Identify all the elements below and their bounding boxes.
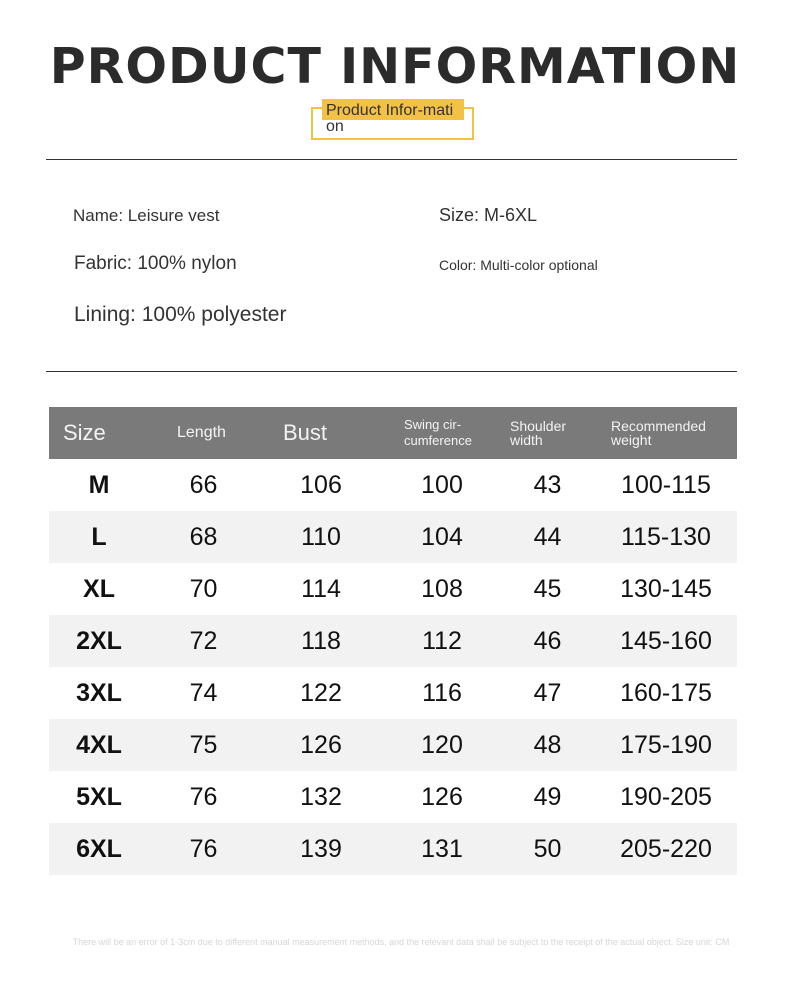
product-color: Color: Multi-color optional [439,257,598,273]
product-size-range: Size: M-6XL [439,205,538,225]
cell-weight: 190-205 [620,782,712,811]
header-bust: Bust [258,407,384,459]
cell-bust: 114 [301,574,341,603]
cell-weight: 130-145 [620,574,712,603]
cell-shoulder: 47 [533,678,562,707]
product-fabric: Fabric: 100% nylon [74,253,237,274]
cell-size: XL [83,574,115,603]
cell-size: 6XL [49,823,149,875]
cell-shoulder: 50 [500,823,595,875]
cell-swing: 108 [421,574,463,603]
cell-shoulder: 43 [533,470,562,499]
cell-length: 66 [189,470,218,499]
size-chart-table [49,407,737,875]
cell-weight: 115-130 [595,511,737,563]
table-row [49,459,737,511]
table-row [49,615,737,667]
product-lining: Lining: 100% polyester [74,303,287,326]
header-size: Size [49,407,149,459]
cell-shoulder: 44 [500,511,595,563]
cell-length: 76 [149,823,258,875]
header-shoulder-width: Shoulder width [500,407,595,459]
table-row [49,563,737,615]
header-recommended-weight: Recommended weight [595,407,737,459]
cell-swing: 126 [421,782,463,811]
cell-size: 4XL [49,719,149,771]
cell-swing: 116 [422,678,462,707]
section-badge-label: Product Infor-mation [326,102,454,135]
cell-length: 68 [149,511,258,563]
header-length: Length [149,407,258,459]
cell-length: 70 [189,574,218,603]
page-title: PRODUCT INFORMATION [49,38,741,95]
cell-shoulder: 46 [500,615,595,667]
cell-bust: 126 [258,719,384,771]
cell-weight: 205-220 [595,823,737,875]
cell-bust: 132 [300,782,342,811]
cell-swing: 100 [421,470,463,499]
cell-length: 74 [189,678,218,707]
table-row [49,667,737,719]
cell-length: 75 [149,719,258,771]
table-row [49,771,737,823]
cell-swing: 120 [384,719,500,771]
cell-bust: 139 [258,823,384,875]
cell-weight: 100-115 [621,470,711,499]
cell-shoulder: 48 [500,719,595,771]
product-name: Name: Leisure vest [73,206,220,225]
cell-size: L [49,511,149,563]
top-divider [46,159,737,160]
cell-length: 76 [189,782,218,811]
table-row [49,719,737,771]
table-row [49,511,737,563]
cell-swing: 112 [384,615,500,667]
cell-bust: 118 [258,615,384,667]
cell-size: 5XL [76,782,122,811]
cell-weight: 175-190 [595,719,737,771]
cell-shoulder: 45 [533,574,562,603]
cell-weight: 145-160 [595,615,737,667]
cell-size: 3XL [76,678,122,707]
measurement-disclaimer: There will be an error of 1-3cm due to different manual measurement methods, and the relevant data shall be subject to the receipt of the actual object. Size unit: CM [72,937,730,947]
cell-bust: 110 [258,511,384,563]
cell-size: 2XL [49,615,149,667]
cell-shoulder: 49 [533,782,562,811]
cell-size: M [88,470,110,499]
cell-swing: 131 [384,823,500,875]
table-header-row [49,407,737,459]
table-row [49,823,737,875]
cell-bust: 106 [300,470,342,499]
cell-bust: 122 [300,678,342,707]
cell-length: 72 [149,615,258,667]
header-swing-circumference: Swing cir-cumference [384,407,500,459]
bottom-divider [46,371,737,372]
cell-weight: 160-175 [620,678,712,707]
cell-swing: 104 [384,511,500,563]
